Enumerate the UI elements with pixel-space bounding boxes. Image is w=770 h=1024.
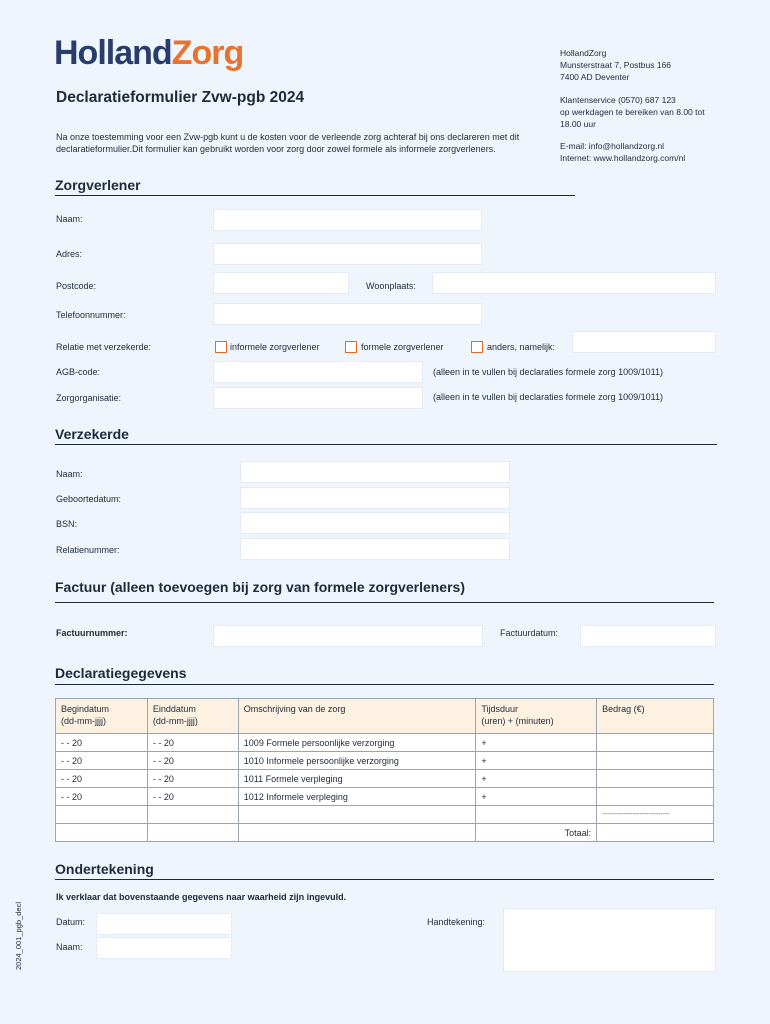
zorgverlener-adres-field[interactable] [213,243,482,265]
bsn-field[interactable] [240,512,510,534]
factuurnummer-field[interactable] [213,625,483,647]
totaal-cell[interactable] [597,824,714,842]
label-agb: AGB-code: [56,367,101,377]
label-onderteken-naam: Naam: [56,942,83,952]
section-verzekerde: Verzekerde [55,426,129,442]
table-header-row [56,699,714,734]
contact-service [560,94,705,130]
service-line-2: op werkdagen te bereiken van 8.00 tot [560,107,705,117]
geboortedatum-field[interactable] [240,487,510,509]
label-factuurnummer: Factuurnummer: [56,628,128,638]
factuurdatum-field[interactable] [580,625,716,647]
label-datum: Datum: [56,917,86,927]
col-omschrijving: Omschrijving van de zorg [238,699,476,734]
address-line-1: Munsterstraat 7, Postbus 166 [560,60,672,70]
label-relatienummer: Relatienummer: [56,545,120,555]
zorgverlener-naam-field[interactable] [213,209,482,231]
empty-cell [56,824,148,842]
empty-cell [238,824,476,842]
service-line-1: Klantenservice (0570) 687 123 [560,95,676,105]
postcode-field[interactable] [213,272,349,294]
handtekening-field[interactable] [503,908,716,972]
label-zorgorganisatie: Zorgorganisatie: [56,393,122,403]
bedrag-cell[interactable] [597,770,714,788]
bedrag-cell[interactable] [597,752,714,770]
empty-cell[interactable] [476,806,597,824]
label-handtekening: Handtekening: [427,917,486,927]
label-postcode: Postcode: [56,281,97,291]
divider [55,444,717,445]
omschrijving-cell: 1012 Informele verpleging [238,788,476,806]
table-row [56,806,714,824]
datum-field[interactable] [96,913,232,935]
page-title: Declaratieformulier Zvw-pgb 2024 [56,89,305,106]
empty-cell[interactable] [147,806,238,824]
label-verzekerde-naam: Naam: [56,469,83,479]
omschrijving-cell: 1009 Formele persoonlijke verzorging [238,734,476,752]
einddatum-cell[interactable]: - - 20 [147,770,238,788]
label-bsn: BSN: [56,519,78,529]
table-row [56,752,714,770]
declaratie-table [55,698,714,842]
org-name: HollandZorg [560,48,607,58]
einddatum-cell[interactable]: - - 20 [147,788,238,806]
begindatum-cell[interactable]: - - 20 [56,788,148,806]
checkbox-formele[interactable] [345,341,357,353]
subtotal-dashes: ----------------------------- [597,806,714,824]
divider [55,684,714,685]
agb-note: (alleen in te vullen bij declaraties formele zorg 1009/1011) [433,367,663,377]
table-row [56,734,714,752]
table-row [56,788,714,806]
tijdsduur-cell[interactable]: + [476,734,597,752]
agb-field[interactable] [213,361,423,383]
email-text: E-mail: info@hollandzorg.nl [560,141,665,151]
intro-text: Na onze toestemming voor een Zvw-pgb kunt u de kosten voor de verleende zorg achteraf bij ons declareren met dit declaratieformulier.Dit formulier kan gebruikt worden voor zorg door zowel formele als informele zorgverleners. [56,132,520,154]
table-row [56,770,714,788]
tijdsduur-cell[interactable]: + [476,788,597,806]
checkbox-anders[interactable] [471,341,483,353]
einddatum-cell[interactable]: - - 20 [147,734,238,752]
begindatum-cell[interactable]: - - 20 [56,770,148,788]
anders-field[interactable] [572,331,716,353]
label-relatie: Relatie met verzekerde: [56,342,152,352]
checkbox-informele[interactable] [215,341,227,353]
service-line-3: 18.00 uur [560,119,596,129]
internet-text: Internet: www.hollandzorg.com/nl [560,153,686,163]
divider [55,879,714,880]
section-declaratie: Declaratiegegevens [55,665,187,681]
label-telefoon: Telefoonnummer: [56,310,126,320]
verzekerde-naam-field[interactable] [240,461,510,483]
col-begindatum: Begindatum (dd-mm-jjjj) [56,699,148,734]
table-row-totaal [56,824,714,842]
address-line-2: 7400 AD Deventer [560,72,630,82]
label-naam: Naam: [56,214,83,224]
divider [55,195,575,196]
hollandzorg-logo: HollandZorg [54,34,244,72]
relatienummer-field[interactable] [240,538,510,560]
telefoon-field[interactable] [213,303,482,325]
col-tijdsduur: Tijdsduur (uren) + (minuten) [476,699,597,734]
tijdsduur-cell[interactable]: + [476,752,597,770]
contact-online [560,140,685,164]
zorgorganisatie-field[interactable] [213,387,423,409]
section-ondertekening: Ondertekening [55,861,154,877]
bedrag-cell[interactable] [597,788,714,806]
begindatum-cell[interactable]: - - 20 [56,752,148,770]
statement-text: Ik verklaar dat bovenstaande gegevens naar waarheid zijn ingevuld. [56,892,347,902]
col-bedrag: Bedrag (€) [597,699,714,734]
label-anders: anders, namelijk: [487,342,556,352]
label-woonplaats: Woonplaats: [366,281,416,291]
begindatum-cell[interactable]: - - 20 [56,734,148,752]
label-informele: informele zorgverlener [230,342,320,352]
woonplaats-field[interactable] [432,272,716,294]
document-code: 2024_001_pgb_decl [14,902,23,970]
omschrijving-cell: 1010 Informele persoonlijke verzorging [238,752,476,770]
label-geboortedatum: Geboortedatum: [56,494,122,504]
divider [55,602,714,603]
bedrag-cell[interactable] [597,734,714,752]
section-factuur: Factuur (alleen toevoegen bij zorg van formele zorgverleners) [55,579,465,595]
col-einddatum: Einddatum (dd-mm-jjjj) [147,699,238,734]
tijdsduur-cell[interactable]: + [476,770,597,788]
label-factuurdatum: Factuurdatum: [500,628,559,638]
empty-cell [147,824,238,842]
section-zorgverlener: Zorgverlener [55,177,141,193]
empty-cell[interactable] [56,806,148,824]
empty-cell[interactable] [238,806,476,824]
zorgorganisatie-note: (alleen in te vullen bij declaraties formele zorg 1009/1011) [433,392,663,402]
einddatum-cell[interactable]: - - 20 [147,752,238,770]
onderteken-naam-field[interactable] [96,937,232,959]
totaal-label: Totaal: [476,824,597,842]
omschrijving-cell: 1011 Formele verpleging [238,770,476,788]
label-formele: formele zorgverlener [361,342,444,352]
label-adres: Adres: [56,249,83,259]
contact-address [560,47,671,83]
